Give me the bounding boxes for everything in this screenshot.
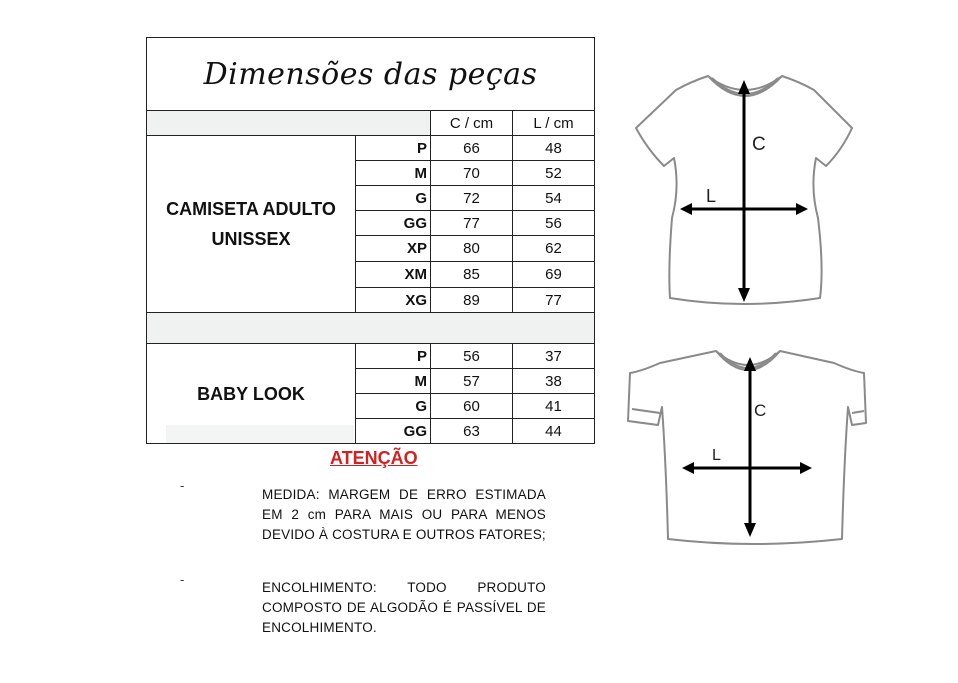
length-value: 89 [430, 287, 513, 313]
bullet-dash: - [180, 572, 185, 587]
bullet-dash: - [180, 478, 185, 493]
group-name-line1: CAMISETA ADULTO [166, 199, 336, 219]
size-label: XG [355, 287, 431, 313]
length-value: 56 [430, 343, 513, 369]
note-measurement: MEDIDA: MARGEM DE ERRO ESTIMADA EM 2 cm PARA MAIS OU PARA MENOS DEVIDO À COSTURA E OUTROS FATORES; [262, 487, 546, 542]
table-shade [166, 425, 354, 443]
size-label: M [355, 368, 431, 394]
width-value: 41 [512, 393, 595, 419]
length-value: 60 [430, 393, 513, 419]
width-value: 69 [512, 261, 595, 288]
width-value: 48 [512, 135, 595, 161]
length-arrow [744, 357, 756, 537]
size-label: M [355, 160, 431, 186]
length-value: 63 [430, 418, 513, 444]
babylook-shirt-diagram [628, 68, 868, 313]
width-value: 52 [512, 160, 595, 186]
size-label: P [355, 343, 431, 369]
note-shrinkage: ENCOLHIMENTO: TODO PRODUTO COMPOSTO DE ALGODÃO É PASSÍVEL DE ENCOLHIMENTO. [262, 580, 546, 635]
size-label: G [355, 393, 431, 419]
length-value: 66 [430, 135, 513, 161]
width-value: 54 [512, 185, 595, 211]
length-value: 70 [430, 160, 513, 186]
header-spacer [146, 110, 431, 136]
size-label: XP [355, 235, 431, 262]
width-value: 44 [512, 418, 595, 444]
length-value: 80 [430, 235, 513, 262]
width-arrow [682, 462, 812, 474]
length-label: C [752, 134, 766, 155]
size-label: XM [355, 261, 431, 288]
group-name-line1: BABY LOOK [197, 383, 305, 404]
width-value: 77 [512, 287, 595, 313]
length-value: 72 [430, 185, 513, 211]
group-separator [146, 312, 595, 344]
width-value: 56 [512, 210, 595, 236]
page-title: Dimensões das peças [146, 37, 595, 111]
width-value: 38 [512, 368, 595, 394]
adult-shirt-diagram [618, 343, 878, 555]
header-length: C / cm [430, 110, 513, 136]
group-name-line2: UNISSEX [211, 229, 291, 249]
size-label: GG [355, 210, 431, 236]
width-label: L [706, 186, 717, 206]
length-value: 57 [430, 368, 513, 394]
width-value: 37 [512, 343, 595, 369]
size-label: G [355, 185, 431, 211]
length-label: C [754, 401, 767, 420]
group-adult-unisex [146, 135, 356, 313]
shirt-outline-icon [628, 351, 866, 544]
length-value: 85 [430, 261, 513, 288]
length-value: 77 [430, 210, 513, 236]
size-label: P [355, 135, 431, 161]
size-label: GG [355, 418, 431, 444]
length-arrow [738, 80, 750, 302]
header-width: L / cm [512, 110, 595, 136]
width-label: L [712, 447, 721, 464]
attention-title: ATENÇÃO [330, 448, 418, 468]
width-value: 62 [512, 235, 595, 262]
